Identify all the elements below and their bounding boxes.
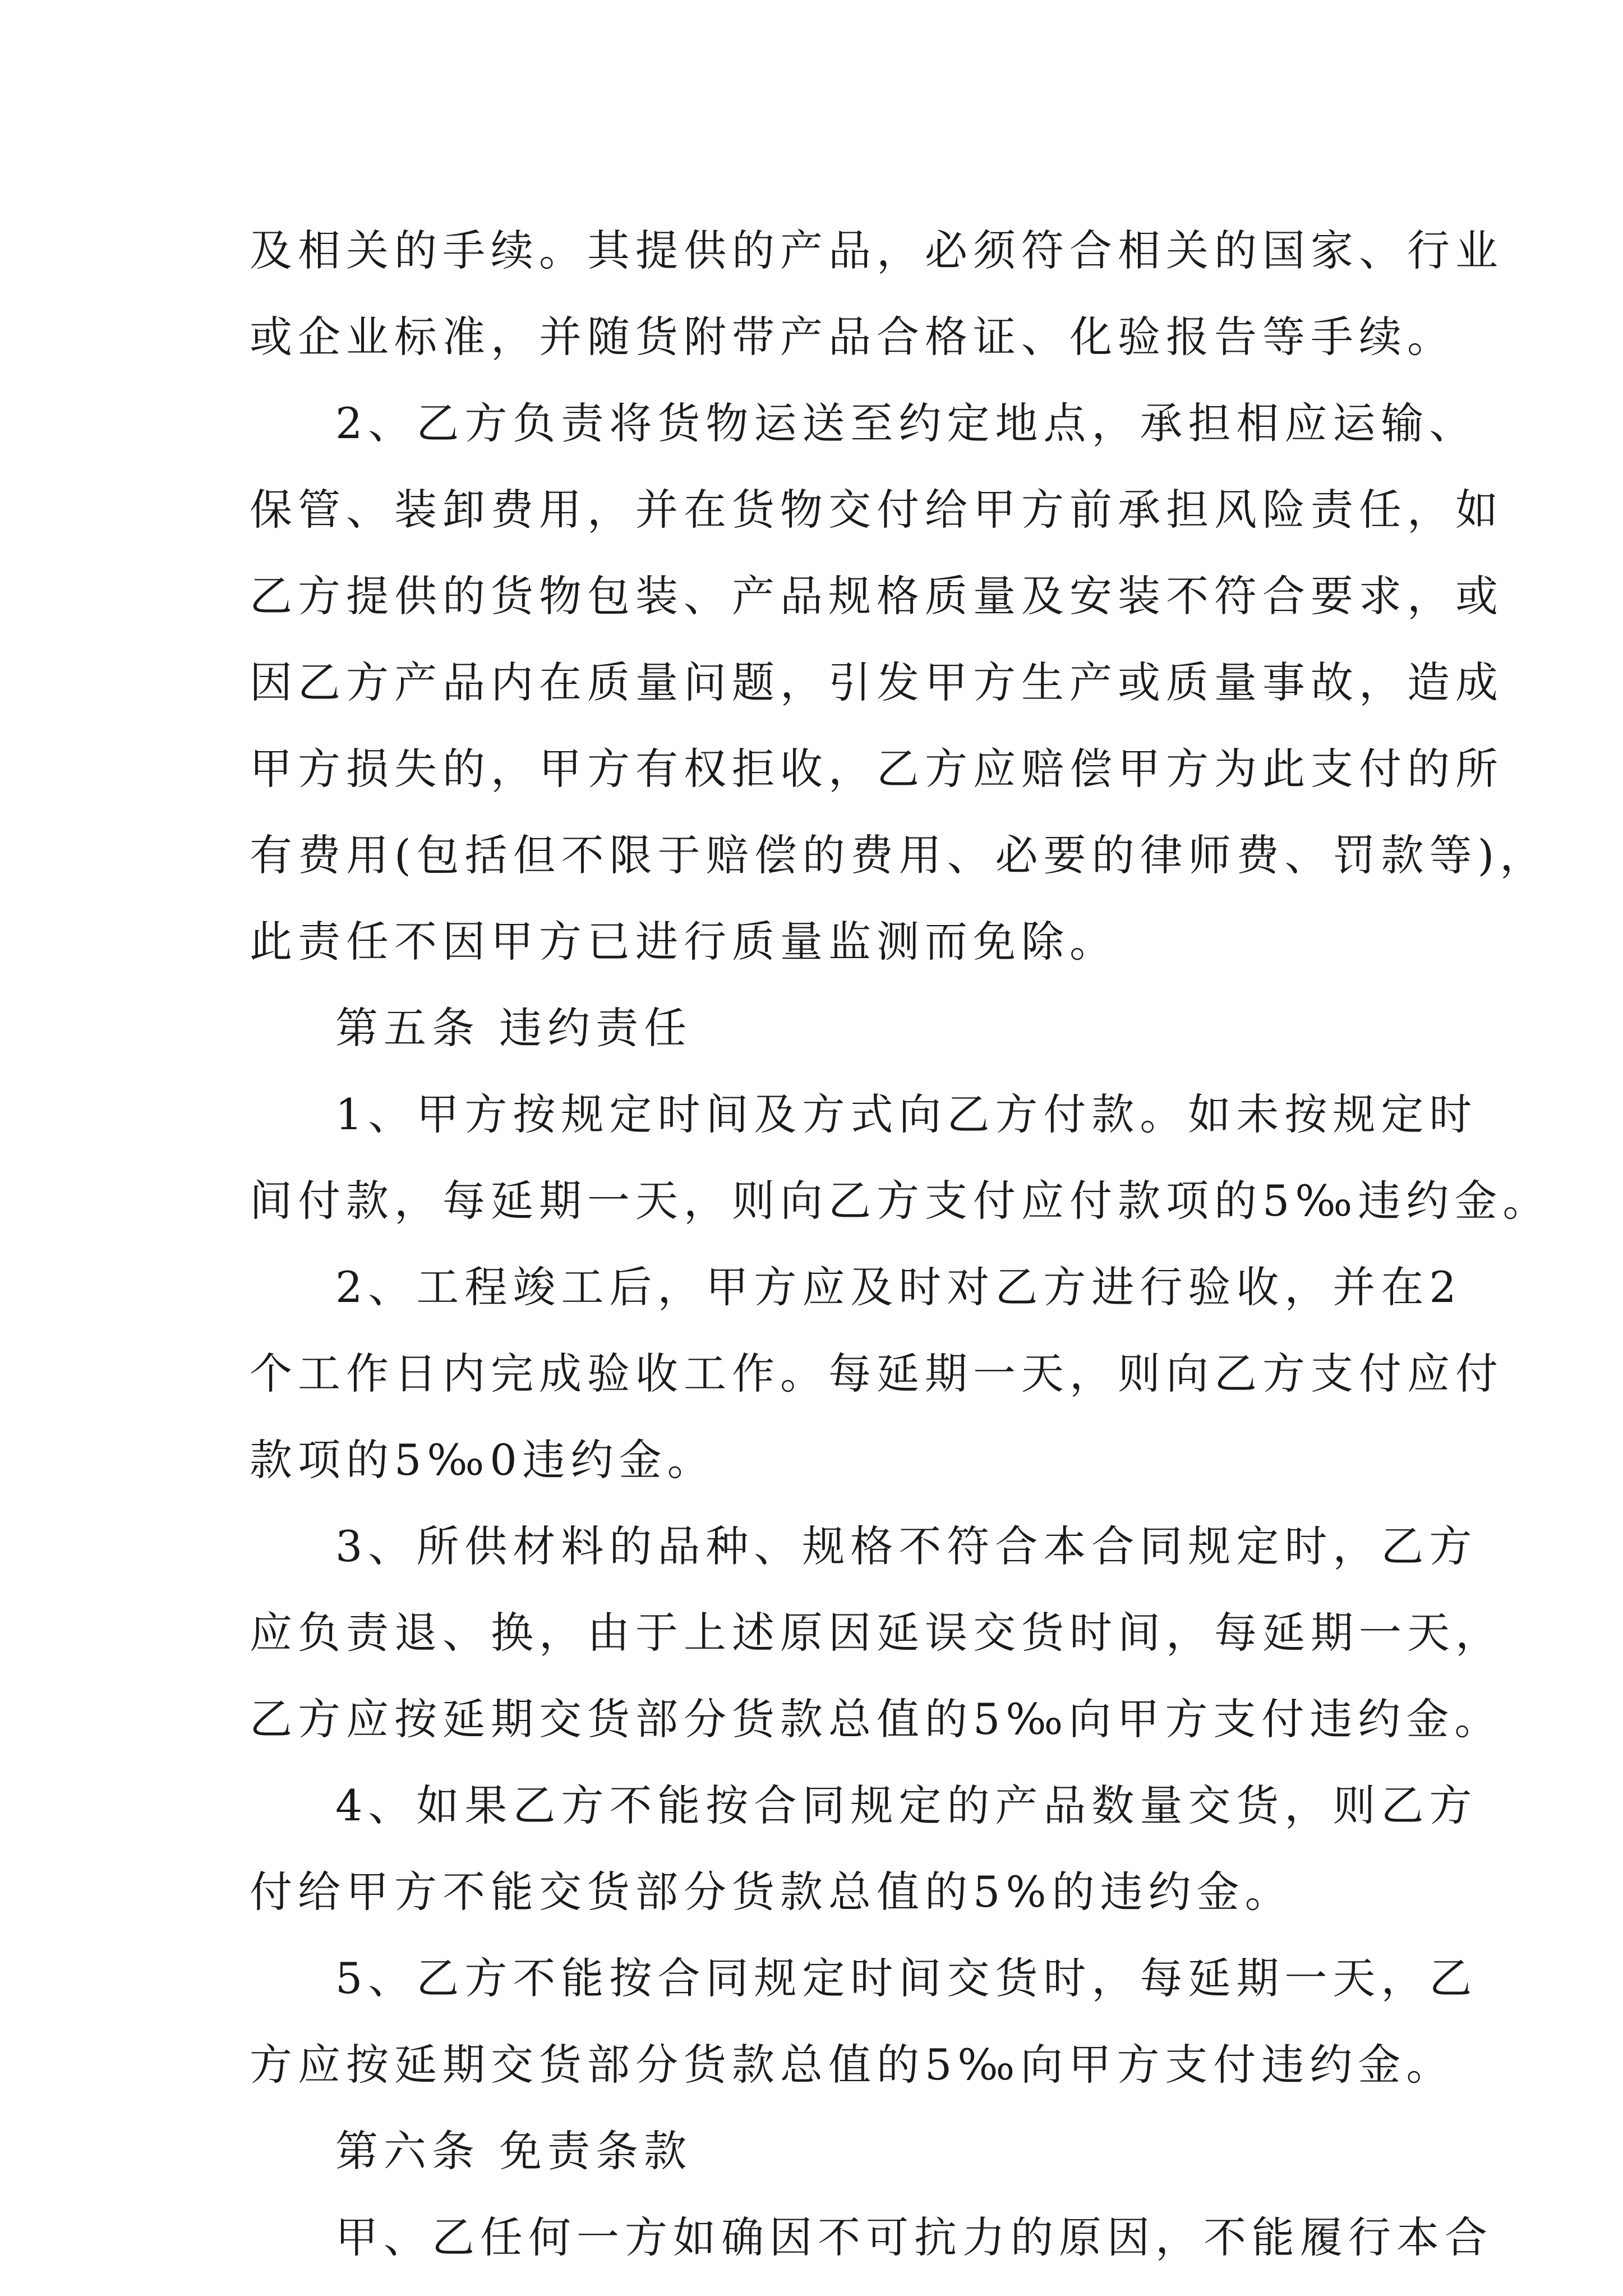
text-line: 有费用(包括但不限于赔偿的费用、必要的律师费、罚款等)， [250, 830, 1548, 880]
text-line: 1、甲方按规定时间及方式向乙方付款。如未按规定时 [335, 1089, 1478, 1139]
text-line: 3、所供材料的品种、规格不符合本合同规定时，乙方 [335, 1521, 1478, 1571]
text-line: 5、乙方不能按合同规定时间交货时，每延期一天，乙 [335, 1953, 1478, 2003]
text-line: 及相关的手续。其提供的产品，必须符合相关的国家、行业 [250, 226, 1504, 275]
text-line: 乙方应按延期交货部分货款总值的5‰向甲方支付违约金。 [250, 1694, 1503, 1744]
text-line: 4、如果乙方不能按合同规定的产品数量交货，则乙方 [335, 1780, 1478, 1830]
text-line: 或企业标准，并随货附带产品合格证、化验报告等手续。 [250, 312, 1455, 362]
text-line: 保管、装卸费用，并在货物交付给甲方前承担风险责任，如 [250, 485, 1504, 535]
text-line: 方应按延期交货部分货款总值的5‰向甲方支付违约金。 [250, 2040, 1455, 2090]
text-line: 此责任不因甲方已进行质量监测而免除。 [250, 917, 1118, 967]
document-body [250, 208, 1551, 2281]
text-line: 因乙方产品内在质量问题，引发甲方生产或质量事故，造成 [250, 657, 1504, 707]
text-line: 应负责退、换，由于上述原因延误交货时间，每延期一天， [250, 1608, 1504, 1658]
text-line: 第六条 免责条款 [335, 2126, 693, 2176]
text-line: 2、工程竣工后，甲方应及时对乙方进行验收，并在2 [335, 1262, 1462, 1312]
text-line: 款项的5‰0违约金。 [250, 1435, 716, 1485]
text-line: 甲、乙任何一方如确因不可抗力的原因，不能履行本合 [335, 2212, 1493, 2262]
text-line: 第五条 违约责任 [335, 1003, 693, 1053]
text-line: 间付款，每延期一天，则向乙方支付应付款项的5‰违约金。 [250, 1176, 1551, 1226]
text-line: 个工作日内完成验收工作。每延期一天，则向乙方支付应付 [250, 1349, 1504, 1398]
text-line: 2、乙方负责将货物运送至约定地点，承担相应运输、 [335, 398, 1478, 448]
text-line: 乙方提供的货物包装、产品规格质量及安装不符合要求，或 [250, 571, 1504, 621]
text-line: 付给甲方不能交货部分货款总值的5%的违约金。 [250, 1867, 1293, 1917]
text-line: 甲方损失的，甲方有权拒收，乙方应赔偿甲方为此支付的所 [250, 744, 1504, 794]
